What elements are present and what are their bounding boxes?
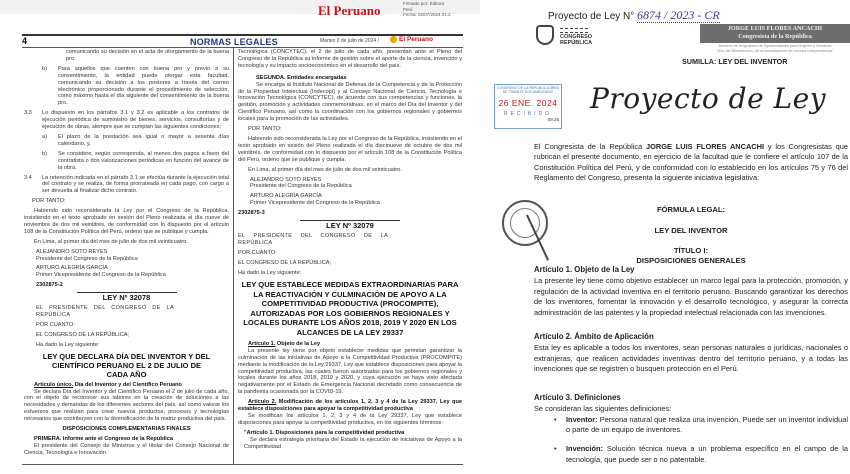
article-3: Artículo 3. Definiciones Se consideran las siguientes definiciones: • Inventor: Persona natural que realiza una invención. Puede ser un inventor individual o parte de un equipo de inventores. • Invención: Solución técnica nueva a un problema específico en el campo de la tecnología, que puede ser o no patentable. [534,393,848,474]
list-item: 3.3 Lo dispuesto en los párrafos 3.1 y 3.2 es aplicable a los contratos de ejecución periódica de suministro de bienes, servicios, consultorías y de ejecución de obras, siempre que se cumplan las siguientes condiciones: [24,110,229,131]
formula-legal-heading: FÓRMULA LEGAL: [656,205,726,214]
document-title: Proyecto de Ley [590,82,827,115]
stamp-date: 26 ENE. 2024 [498,98,558,108]
intro-paragraph: El Congresista de la República JORGE LUIS FLORES ANCACHI y los Congresistas que rubrican el presente documento, en ejercicio de la facultad que le confiere el artículo 107 de la Constitución Política del Perú, y de conformidad con lo establecido en los artículos 75 y 76 del Reglamento del Congreso, presenta la siguiente iniciativa legislativa: [534,142,848,183]
congreso-logo: CONGRESO REPÚBLICA [560,28,592,46]
decenio-text: Decenio de la Igualdad de Oportunidades para Mujeres y Hombres "Año del Bicentenario, de la consolidación de nuestra Independencia" [716,44,834,53]
sumilla: SUMILLA: LEY DEL INVENTOR [682,57,788,66]
header-rule-thin [22,47,463,48]
column-b: Tecnológica (CONCYTEC), el 2 de julio de cada año, presentan ante el Pleno del Congreso de la República su informe de gestión sobre el aporte de la ciencia, invención y tecnología y su impacto socioeconómico en el desarrollo del país. SEGUNDA. Entidades encargadas Se encarga al Instituto Nacional de Defensa de la Competencia y de la Protección de la Propiedad Intelectual (Indecopi) y al Consejo Nacional de Ciencia, Tecnología e Innovación Tecnológica (CONCYTEC), de acuerdo con sus competencias y funciones, la gestión, promoción y actividades conmemorativas, en el marco del Día del Inventor y del Científico Peruano, así como la coordinación con los gobiernos regionales y gobiernos locales para la promoción de las actividades. POR TANTO: Habiendo sido reconsiderada la Ley por el Congreso de la República, insistiendo en el texto aprobado en sesión del Pleno realizada el día diecinueve de octubre de dos mil veintitrés, de conformidad con lo dispuesto por el artículo 108 de la Constitución Política del Perú, ordeno que se publique y cumpla. En Lima, al primer día del mes de julio de dos mil veinticuatro. ALEJANDRO SOTO REYES Presidente del Congreso de la República ARTURO ALEGRÍA GARCÍA Primer Vicepresidente del Congreso de la República 2302875-3 LEY Nº 32079 EL PRESIDENTE DEL CONGRESO DE LA REPÚBLICA POR CUANTO: EL CONGRESO DE LA REPÚBLICA; Ha dado la Ley siguiente: LEY QUE ESTABLECE MEDIDAS EXTRAORDINARIAS PARA LA REACTIVACIÓN Y CULMINACIÓN DE APOYO A LA COMPETITIVIDAD PRODUCTIVA (PROCOMPITE), AUTORIZADAS POR LOS GOBIERNOS REGIONALES Y LOCALES DURANTE LOS AÑOS 2018, 2019 Y 2020 EN LOS ALCANCES DE LA LEY 29337 Artículo 1. Objeto de la Ley La presente ley tiene por objeto establecer medidas que permitan garantizar la culminación de las iniciativas de Apoyo a la Competitividad Productiva (PROCOMPITE) mediante la modificación de la Ley 29337, Ley que establece disposiciones para apoyar la competitividad productiva, las cuales fueron autorizadas para los gobiernos regionales y locales durante los años 2018, 2019 y 2020, y cuya ejecución se haya visto afectada negativamente por el Estado de Emergencia Nacional decretado como consecuencia de la pandemia ocasionada por la COVID-19. Artículo 2. Modificación de los artículos 1, 2, 3 y 4 de la Ley 29337, Ley que establece disposiciones para apoyar la competitividad productiva Se modifican los artículos 1, 2, 3 y 4 de la Ley 29337, Ley que establece disposiciones para apoyar la competitividad productiva, en los siguientes términos: "Artículo 1. Disposiciones para la competitividad productiva Se declara estrategia prioritaria del Estado la ejecución de iniciativas de Apoyo a la Competitividad [238,49,462,450]
article-2: Artículo 2. Ámbito de Aplicación Esta ley es aplicable a todos los inventores, sean personas naturales o jurídicas, nacionales o extranjeras, que realicen actividades inventivas dentro del territorio peruano, y a todas las invenciones que se registren o busquen protección en el Perú. [534,332,848,374]
page-number: 4 [22,36,28,46]
law-title: LEY QUE DECLARA DÍA DEL INVENTOR Y DEL CIENTÍFICO PERUANO EL 2 DE JULIO DE CADA AÑO [42,351,211,379]
list-item: • Invención: Solución técnica nueva a un problema específico en el campo de la tecnología, que puede ser o no patentable. [554,444,848,466]
title-heading: TÍTULO I: [673,246,709,255]
handwritten-number: 6874 / 2023 - CR [637,8,720,22]
law-number: LEY Nº 32078 [77,292,177,302]
publication-date: Martes 2 de julio de 2024 / [320,38,379,44]
law-title: LEY QUE ESTABLECE MEDIDAS EXTRAORDINARIAS PARA LA REACTIVACIÓN Y CULMINACIÓN DE APOYO A LA COMPETITIVIDAD PRODUCTIVA (PROCOMPITE), AUTORIZADAS POR LOS GOBIERNOS REGIONALES Y LOCALES DURANTE LOS AÑOS 2018, 2019 Y 2020 EN LOS ALCANCES DE LA LEY 29337 [241,280,459,337]
congressman-name-box: JORGE LUIS FLORES ANCACHI Congresista de la República [700,24,850,43]
list-item: • Inventor: Persona natural que realiza una invención. Puede ser un inventor individual o parte de un equipo de inventores. [554,415,848,437]
coat-of-arms-icon [536,25,554,45]
building-icon [560,28,588,33]
section-heading: DISPOSICIONES COMPLEMENTARIAS FINALES [62,426,191,433]
sun-icon [390,36,397,43]
law-name-heading: LEY DEL INVENTOR [654,226,728,235]
bill-number: Proyecto de Ley N° 6874 / 2023 - CR [548,8,720,22]
el-peruano-logo: El Peruano [390,36,433,43]
el-peruano-masthead: El Peruano [318,3,381,18]
digital-signature: Firmado por: Editora Perú Fecha: 02/07/2024 01:2 [403,1,451,17]
reception-stamp: CONGRESO DE LA REPÚBLICA ÁREA DE TRÁMITE DOCUMENTARIO 26 ENE. 2024 RECIBIDO 09:25 [494,84,562,129]
column-a: comunicando su decisión en el acta de otorgamiento de la buena pro. b) Para aquellos que cuenten con buena pro y previo a su consentimiento, la entidad puede otorgar esta facultad, comunicando su decisión a los postores a través del correo electrónico proporcionado durante el procedimiento de selección, como máximo hasta el día siguiente del consentimiento de la buena pro. 3.3 Lo dispuesto en los párrafos 3.1 y 3.2 es aplicable a los contratos de ejecución periódica de suministro de bienes, servicios, consultorías y de ejecución de obras, siempre que se cumplan las siguientes condiciones: a) El plazo de la prestación sea igual o mayor a sesenta días calendario, y, b) Se considere, según corresponda, al menos dos pagos a favor del contratista o dos valorizaciones periódicas en función del avance de la obra. 3.4 La retención indicada en el párrafo 3.1 se efectúa durante la ejecución total del contrato y se realiza, de forma prorrateada en cada pago, con cargo a ser devuelta al finalizar dicho contrato. POR TANTO: Habiendo sido reconsiderada la Ley por el Congreso de la República, insistiendo en el texto aprobado en sesión del Pleno realizada el día nueve de noviembre de dos mil veintitrés, de conformidad con lo dispuesto por el artículo 108 de la Constitución Política del Perú, ordeno que se publique y cumpla. En Lima, al primer día del mes de julio de dos mil veinticuatro. ALEJANDRO SOTO REYES Presidente del Congreso de la República ARTURO ALEGRÍA GARCÍA Primer Vicepresidente del Congreso de la República 2302875-2 LEY Nº 32078 EL PRESIDENTE DEL CONGRESO DE LA REPÚBLICA POR CUANTO: EL CONGRESO DE LA REPÚBLICA; Ha dado la Ley siguiente: LEY QUE DECLARA DÍA DEL INVENTOR Y DEL CIENTÍFICO PERUANO EL 2 DE JULIO DE CADA AÑO Artículo único. Día del Inventor y del Científico Peruano Se declara Día del Inventor y del Científico Peruano el 2 de julio de cada año, con el objeto de reconocer sus labores en la creación de soluciones a las necesidades y demandas de los diferentes sectores del país, así como valorar los esfuerzos que realizan para crear nuevos productos, procesos y tecnologías necesarios que contribuyen con la diversificación de la matriz productiva del país. DISPOSICIONES COMPLEMENTARIAS FINALES PRIMERA. Informe ante el Congreso de la República El presidente del Consejo de Ministros y el titular del Consejo Nacional de Ciencia, Tecnología e Innovación [24,49,229,456]
document-code: 2302875-2 [36,282,63,289]
title-subheading: DISPOSICIONES GENERALES [636,256,746,265]
list-item: 3.4 La retención indicada en el párrafo 3.1 se efectúa durante la ejecución total del contrato y se realiza, de forma prorrateada en cada pago, con cargo a ser devuelta al finalizar dicho contrato. [24,174,229,195]
definitions-list [534,415,848,466]
section-title: NORMAS LEGALES [190,37,278,47]
list-item: b) Se considere, según corresponda, al menos dos pagos a favor del contratista o dos valorizaciones periódicas en función del avance de la obra. [42,150,229,171]
list-item: a) El plazo de la prestación sea igual o mayor a sesenta días calendario, y, [42,133,229,147]
signature-1: ALEJANDRO SOTO REYES Presidente del Congreso de la República ARTURO ALEGRÍA GARCÍA Primer Vicepresidente del Congreso de la República [36,248,166,279]
list-item: b) Para aquellos que cuenten con buena pro y previo a su consentimiento, la entidad puede otorgar esta facultad, comunicando su decisión a los postores a través del correo electrónico proporcionado durante el procedimiento de selección, como máximo hasta el día siguiente del consentimiento de la buena pro. [42,65,229,107]
law-number: LEY Nº 32079 [300,220,400,230]
column-divider [233,48,234,464]
article-1: Artículo 1. Objeto de la Ley La presente ley tiene como objetivo establecer un marco legal para la protección, promoción, y regulación de la actividad inventiva en el territorio peruano. Buscando garantizar los derechos de los inventores, fomentar la innovación y el desarrollo tecnológico, y asegurar la correcta administración de las patentes y la propiedad intelectual relacionada con las invenciones. [534,265,848,318]
signature-2: ALEJANDRO SOTO REYES Presidente del Congreso de la República ARTURO ALEGRÍA GARCÍA Primer Vicepresidente del Congreso de la República [250,176,380,207]
proyecto-de-ley-page [486,0,850,474]
document-code: 2302875-3 [238,210,265,217]
footer-rule [22,464,463,465]
